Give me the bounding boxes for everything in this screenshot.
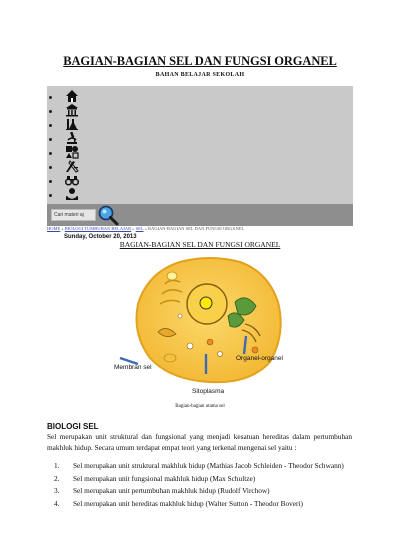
- nav-bullet: [49, 138, 52, 141]
- cell-diagram-image: [110, 254, 310, 399]
- nav-item-home[interactable]: [65, 89, 85, 103]
- nav-item-school[interactable]: [65, 103, 85, 117]
- tools-icon: [65, 159, 79, 173]
- list-item-number: 1.: [54, 461, 60, 470]
- list-item-text: Sel merupakan unit struktural makhluk hidup (Mathias Jacob Schleiden - Theodor Schwann): [73, 461, 344, 470]
- nav-bullet: [49, 96, 52, 99]
- label-organel: Organel-organel: [236, 355, 283, 362]
- breadcrumb-sub[interactable]: SEL: [135, 226, 144, 231]
- list-item-number: 2.: [54, 473, 60, 483]
- label-sitoplasma: Sitoplasma: [192, 388, 225, 395]
- nav-bullet: [49, 180, 52, 183]
- breadcrumb-current: BAGIAN-BAGIAN SEL DAN FUNGSI ORGANEL: [148, 226, 245, 231]
- school-icon: [65, 103, 79, 117]
- main-nav-menu: [47, 86, 353, 204]
- search-icon: [97, 204, 119, 226]
- post-title[interactable]: BAGIAN-BAGIAN SEL DAN FUNGSI ORGANEL: [119, 240, 281, 249]
- breadcrumb-home[interactable]: HOME: [47, 226, 61, 231]
- breadcrumb-category[interactable]: BIOLOGI TUMBUHAN BELAJAR: [64, 226, 132, 231]
- search-button[interactable]: [97, 204, 119, 226]
- nav-bullet: [49, 194, 52, 197]
- vesicle-shape: [164, 354, 176, 362]
- intro-paragraph: Sel merupakan unit struktural dan fungsional yang menjadi kesatuan hereditas dalam pertumbuhan makhluk hidup. Secara umum terdapat empat teori yang terkenal mengenai sel yaitu :: [47, 432, 352, 452]
- breadcrumb-sep: »: [131, 226, 136, 231]
- ribosome-dot: [178, 314, 182, 318]
- list-item-text: Sel merupakan unit fungsional makhluk hidup (Max Schultze): [73, 473, 256, 483]
- breadcrumb-sep: »: [60, 226, 65, 231]
- list-item: [47, 486, 352, 497]
- theory-list: [47, 461, 352, 511]
- list-item-number: 4.: [54, 498, 60, 508]
- list-item: [47, 461, 352, 472]
- nav-bullet: [49, 110, 52, 113]
- breadcrumb-sep: »: [143, 226, 149, 231]
- label-membrane-sel: Membran sel: [114, 364, 152, 371]
- nav-bullet: [49, 152, 52, 155]
- nav-item-microscope[interactable]: [65, 131, 85, 145]
- nav-item-reading[interactable]: [65, 187, 85, 201]
- ribosome-dot: [218, 352, 223, 357]
- vacuole-shape: [167, 272, 177, 280]
- nav-bullet: [49, 124, 52, 127]
- nav-item-shapes[interactable]: [65, 145, 85, 159]
- nav-bullet: [49, 166, 52, 169]
- list-item: [47, 499, 352, 510]
- binoculars-icon: [65, 173, 79, 187]
- lysosome-dot: [252, 347, 258, 353]
- reading-person-icon: [65, 187, 79, 201]
- nav-item-tools[interactable]: [65, 159, 85, 173]
- search-input[interactable]: Cari materi aj: [51, 209, 96, 221]
- post-date: Sunday, October 20, 2013: [64, 234, 137, 240]
- list-item-text: Sel merupakan unit pertumbuhan makhluk hidup (Rudolf Virchow): [73, 486, 270, 496]
- list-item-number: 3.: [54, 486, 60, 496]
- microscope-icon: [65, 131, 79, 145]
- lab-flask-icon: [65, 117, 79, 131]
- breadcrumb: [47, 226, 244, 231]
- nav-item-lab[interactable]: [65, 117, 85, 131]
- nucleolus-shape: [200, 297, 212, 309]
- nav-item-binoculars[interactable]: [65, 173, 85, 187]
- shapes-icon: [65, 145, 79, 159]
- site-title: BAGIAN-BAGIAN SEL DAN FUNGSI ORGANEL: [63, 54, 337, 68]
- site-subtitle: BAHAN BELAJAR SEKOLAH: [155, 72, 245, 78]
- search-bar: [47, 204, 353, 226]
- figure-caption: Bagian-bagian utama sel: [175, 404, 225, 409]
- list-item: [47, 474, 352, 485]
- lysosome-dot: [207, 339, 213, 345]
- ribosome-dot: [187, 343, 193, 349]
- section-heading: BIOLOGI SEL: [47, 422, 99, 431]
- home-icon: [65, 89, 79, 103]
- list-item-text: Sel merupakan unit hereditas makhluk hidup (Walter Sutton - Theodor Boveri): [73, 498, 303, 508]
